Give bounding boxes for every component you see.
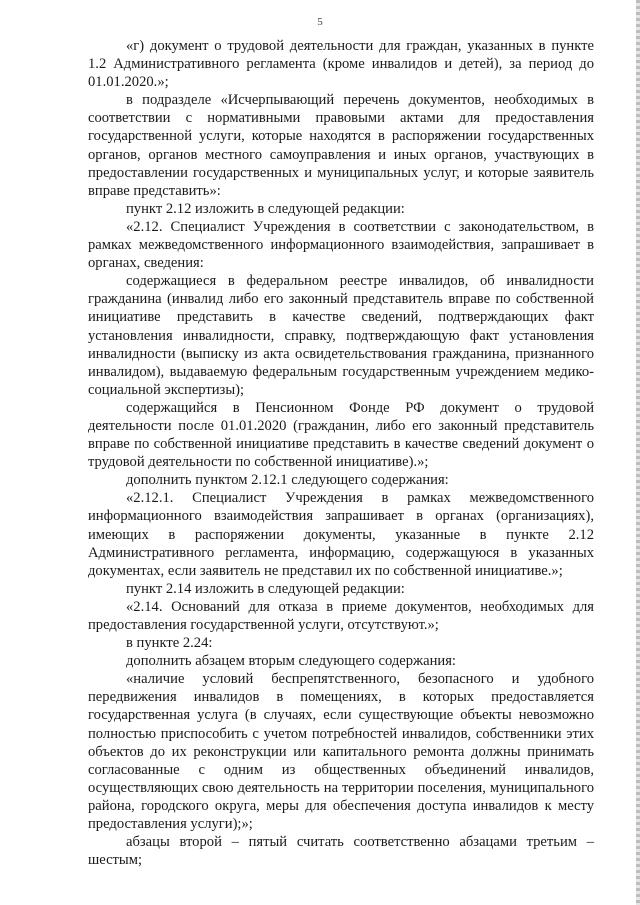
paragraph: «2.14. Оснований для отказа в приеме документов, необходимых для предоставления государственной услуги, отсутствуют.»; <box>88 598 594 633</box>
paragraph: пункт 2.12 изложить в следующей редакции: <box>126 200 405 217</box>
paragraph: пункт 2.14 изложить в следующей редакции: <box>126 580 405 597</box>
paragraph: абзацы второй – пятый считать соответственно абзацами третьим – шестым; <box>88 834 594 869</box>
paragraph: дополнить абзацем вторым следующего содержания: <box>126 653 456 670</box>
paragraph: в пункте 2.24: <box>126 635 213 652</box>
paragraph: содержащиеся в федеральном реестре инвалидов, об инвалидности гражданина (инвалид либо его законный представитель вправе по собственной инициативе представить в качестве сведений, подтверждающих факт установления инвалидности, справку, подтверждающую факт установления инвалидности (выписку из акта освидетельствования гражданина, признанного инвалидом), выдаваемую федеральным государственным учреждением медико-социальной экспертизы); <box>88 273 594 398</box>
paragraph: «2.12. Специалист Учреждения в соответствии с законодательством, в рамках межведомственного информационного взаимодействия, запрашивает в органах, сведения: <box>88 218 594 272</box>
paragraph: дополнить пунктом 2.12.1 следующего содержания: <box>126 472 449 489</box>
paragraph: «2.12.1. Специалист Учреждения в рамках межведомственного информационного взаимодействия запрашивает в органах (организациях), имеющих в распоряжении документы, указанные в пункте 2.12 Административного регламента, информацию, содержащуюся в указанных документах, если заявитель не представил их по собственной инициативе.»; <box>88 490 594 579</box>
paragraph: в подразделе «Исчерпывающий перечень документов, необходимых в соответствии с нормативными правовыми актами для предоставления государственной услуги, которые находятся в распоряжении государственных органов, органов местного самоуправления и иных органов, участвующих в предоставлении государственных и муниципальных услуг, и которые заявитель вправе представить»: <box>88 92 594 199</box>
page-number: 5 <box>317 16 323 28</box>
document-body <box>88 37 594 869</box>
paragraph: «г) документ о трудовой деятельности для граждан, указанных в пункте 1.2 Административного регламента (кроме инвалидов и детей), за период до 01.01.2020.»; <box>88 38 594 91</box>
paragraph: «наличие условий беспрепятственного, безопасного и удобного передвижения инвалидов в помещениях, в которых предоставляется государственная услуга (в случаях, если существующие объекты невозможно полностью приспособить с учетом потребностей инвалидов, собственники этих объектов до их реконструкции или капитального ремонта должны принимать согласованные с одним из общественных объединений инвалидов, осуществляющих свою деятельность на территории поселения, муниципального района, городского округа, меры для обеспечения доступа инвалидов к месту предоставления услуги);»; <box>88 671 594 833</box>
paragraph: содержащийся в Пенсионном Фонде РФ документ о трудовой деятельности после 01.01.2020 (гражданин, либо его законный представитель вправе по собственной инициативе представить в качестве сведений документ о трудовой деятельности по собственной инициативе).»; <box>88 399 594 471</box>
scan-edge-border <box>636 0 640 905</box>
